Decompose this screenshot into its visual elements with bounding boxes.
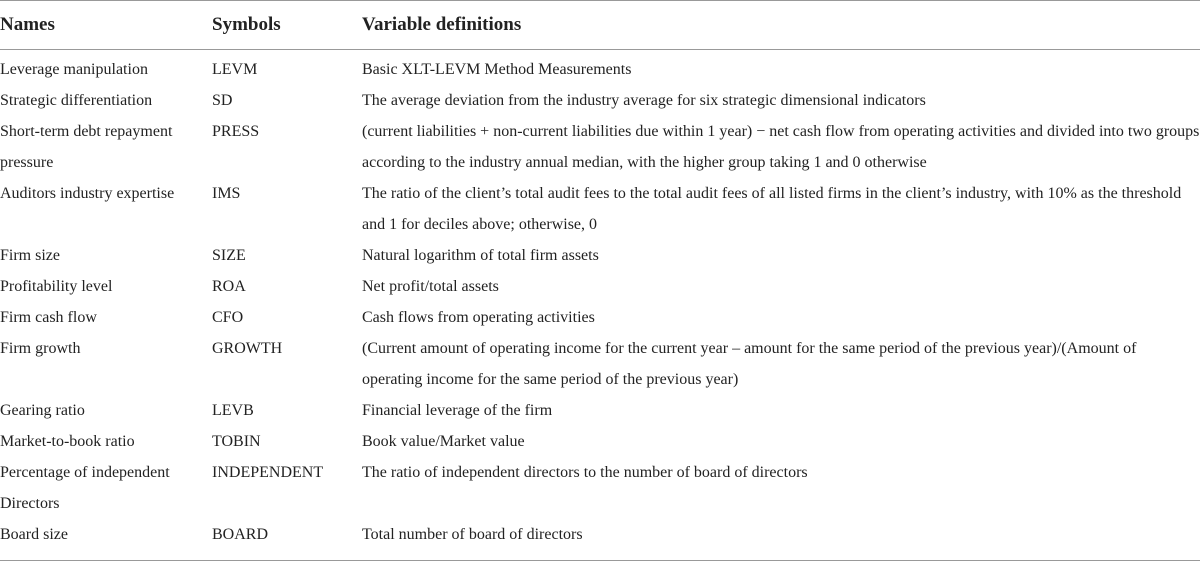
cell-name: Board size — [0, 519, 212, 561]
cell-name: Short-term debt repayment pressure — [0, 123, 173, 171]
cell-name: Auditors industry expertise — [0, 185, 175, 202]
cell-definition: (current liabilities + non-current liabilities due within 1 year) − net cash flow from operating activities and divided into two groups according to the industry annual median, with the higher group taking 1 and 0 otherwise — [362, 123, 1200, 171]
cell-symbol: LEVM — [212, 61, 258, 78]
cell-name: Firm size — [0, 247, 60, 264]
table-row — [0, 50, 1200, 86]
cell-name: Leverage manipulation — [0, 61, 148, 78]
table-row — [0, 457, 1200, 519]
table-body — [0, 50, 1200, 561]
cell-symbol: TOBIN — [212, 433, 261, 450]
cell-name: Firm growth — [0, 340, 81, 357]
cell-definition: Book value/Market value — [362, 433, 525, 450]
cell-name: Gearing ratio — [0, 402, 85, 419]
header-names: Names — [0, 1, 212, 50]
cell-name: Percentage of independent Directors — [0, 464, 170, 512]
cell-symbol: SD — [212, 92, 233, 109]
cell-definition: Natural logarithm of total firm assets — [362, 247, 599, 264]
cell-symbol: GROWTH — [212, 340, 283, 357]
cell-definition: The average deviation from the industry average for six strategic dimensional indicators — [362, 92, 926, 109]
cell-definition: Cash flows from operating activities — [362, 309, 595, 326]
cell-name: Market-to-book ratio — [0, 433, 135, 450]
cell-definition: Net profit/total assets — [362, 278, 499, 295]
table-row — [0, 240, 1200, 271]
table-header — [0, 1, 1200, 50]
cell-definition: The ratio of the client’s total audit fees to the total audit fees of all listed firms in the client’s industry, with 10% as the threshold and 1 for deciles above; otherwise, 0 — [362, 185, 1182, 233]
cell-definition: Financial leverage of the firm — [362, 402, 553, 419]
table-row — [0, 271, 1200, 302]
header-row — [0, 1, 1200, 50]
cell-symbol: LEVB — [212, 402, 254, 419]
cell-name: Strategic differentiation — [0, 92, 153, 109]
cell-definition: Total number of board of directors — [362, 519, 1200, 561]
header-symbols: Symbols — [212, 1, 362, 50]
cell-definition: Basic XLT-LEVM Method Measurements — [362, 61, 632, 78]
cell-symbol: PRESS — [212, 123, 260, 140]
cell-symbol: BOARD — [212, 519, 362, 561]
table-row — [0, 426, 1200, 457]
cell-definition: (Current amount of operating income for the current year – amount for the same period of the previous year)/(Amount of operating income for the same period of the previous year) — [362, 340, 1137, 388]
cell-symbol: SIZE — [212, 247, 246, 264]
cell-symbol: INDEPENDENT — [212, 464, 324, 481]
cell-symbol: IMS — [212, 185, 241, 202]
table-row — [0, 395, 1200, 426]
table-row — [0, 178, 1200, 240]
cell-definition: The ratio of independent directors to the number of board of directors — [362, 464, 808, 481]
cell-symbol: CFO — [212, 309, 244, 326]
table-row — [0, 302, 1200, 333]
cell-symbol: ROA — [212, 278, 246, 295]
header-variable-definitions: Variable definitions — [362, 1, 1200, 50]
table-row — [0, 116, 1200, 178]
table-row — [0, 85, 1200, 116]
table-row — [0, 519, 1200, 561]
table-row — [0, 333, 1200, 395]
cell-name: Profitability level — [0, 278, 113, 295]
cell-name: Firm cash flow — [0, 309, 97, 326]
